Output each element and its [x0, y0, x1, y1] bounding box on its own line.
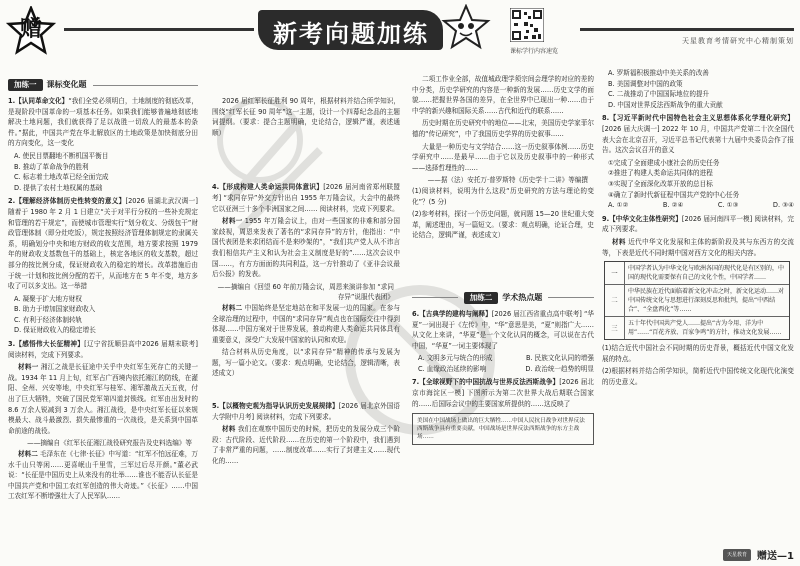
question-8	[602, 113, 794, 155]
table-row	[605, 317, 789, 339]
option-a[interactable]: A. 使民目票翻地不断机国平衡目	[14, 151, 109, 160]
table-cell-text: 中国学者认为中华文化与欧洲各国的现代化是有区别的，中国的现代化需要保有自己的文化个性，中国学者……	[628, 265, 785, 282]
passage-part-2: 历史时期在历史研究中的地位——北宋，美国历史学家菲尔德的“传记研究”，中了我国历史学界的历史叙事……	[412, 119, 594, 138]
question-4-requirement: 结合材料从历史角度，以“求同存异”精神的传承与发展为题，写一篇小论文。（要求：观点明确，史论结合，逻辑清晰，表述成文）	[212, 348, 400, 378]
options-row	[602, 200, 794, 211]
title-divider-right	[580, 28, 794, 31]
column-3	[412, 62, 594, 445]
material-1	[212, 216, 400, 280]
page-number: 赠送—1	[757, 551, 794, 562]
section-2-rule-right	[548, 297, 594, 298]
table-row	[605, 285, 789, 317]
sub-question-2: (2)根据材料并结合所学知识，简析近代中国传统文化现代化演变的历史意义。	[602, 367, 794, 386]
material-label: 材料	[612, 237, 626, 246]
question-number: 8.	[602, 114, 610, 123]
column-2	[212, 62, 400, 469]
question-number: 5.	[212, 402, 220, 411]
section-1-tag: 加练一	[8, 79, 43, 92]
column-4	[602, 62, 794, 389]
material-source: ——摘编自《红军长征湘江战役研究报告及史料选编》等	[27, 439, 192, 448]
material-label: 材料一	[222, 217, 243, 226]
material-table	[604, 261, 790, 340]
qr-caption: 课标学行内容速览	[509, 48, 558, 55]
material-1	[8, 362, 198, 436]
option-a[interactable]: A. ①②	[608, 201, 629, 210]
option-c[interactable]: C. 有利于经济体制转轨	[14, 315, 83, 324]
material-label: 材料	[222, 425, 236, 434]
option-b[interactable]: B. 助力于增加国家财政收入	[14, 305, 96, 314]
section-2-tag: 加练二	[464, 292, 499, 305]
question-tag: 【中华文化主体性研究】	[609, 214, 682, 223]
option-c[interactable]: C. ①③	[717, 201, 739, 210]
question-stem: [辽宁省抚顺县高中2026 届期末联考] 阅读材料，完成下列要求。	[8, 340, 198, 359]
option-b[interactable]: B. 民族文化认同的增强	[525, 354, 594, 363]
badge-text: 赠	[19, 16, 42, 42]
question-7-quote-box: 美国在中国战场上做出的巨大牺牲……中国人民抗日战争对世界反法西斯战争具有重要贡献，中国战场是世界反法西斯战争的东方主战场……	[412, 413, 594, 445]
question-tag: 【形成构建人类命运共同体意识】	[219, 183, 324, 192]
section-2-name: 学术热点题	[502, 292, 543, 302]
statement-2: ②推进了构建人类命运共同体的进程	[608, 169, 713, 178]
sub-question-2: (2)参考材料，探讨一个历史问题，就问题 15—20 世纪重大变革，阐述理由，写一篇短文。（要求：观点明确，论证合理，史论结合，逻辑严谨，表述成文）	[412, 210, 594, 240]
option-d[interactable]: D. 保证财政收入的稳定增长	[14, 326, 96, 335]
table-cell-period: 一	[605, 262, 625, 284]
question-number: 9.	[602, 214, 610, 223]
question-stem: [2026 届河南省郑州联盟考] “求同存异”外交方针出自 1955 年万隆会议，大会中的最终它以亚洲三十多个非洲国家之间…… 阅读材料，完成下列要求。	[212, 183, 401, 213]
option-a[interactable]: A. 文明多元与统合的形成	[418, 354, 493, 363]
question-tag: 【全球视野下的中国抗战与世界反法西斯战争】	[419, 378, 560, 387]
material-text: 毛泽东在《七律·长征》中写道：“红军不怕远征难，万水千山只等闲……更喜岷山千里雪，三军过后尽开颜。”董必武说：“长征是中国历史上从来没有的壮举……谁也不能否认长征是中国共产党和中国工农红军创造的伟大奇迹。”《长征》……中国工农红军不断增强壮大了人民军队……	[8, 450, 199, 501]
sub-question-1: (1)阅读材料，说明为什么这段“历史研究的方法与理论的变化”？(5 分)	[412, 186, 594, 206]
question-tag: 【认同革命文化】	[15, 97, 69, 105]
question-stem: [2026 届北京市海淀区一模] 下图所示为第二次世界大战后期联合国家的……后国际会议中的主要国家所提供的……这反映了	[412, 378, 595, 408]
question-7	[412, 377, 594, 409]
table-row	[605, 262, 789, 285]
passage-part-3: 大量是一种历史与文学结合……这一历史叙事体例……历史学研究中……是最早……由于它以及历史叙事中的一种形式——选择哲理性的……	[412, 142, 594, 172]
option-b[interactable]: B. 推动了革命战争的胜利	[14, 162, 89, 171]
statement-4: ④确立了新时代新征程中国共产党的中心任务	[608, 190, 740, 199]
option-a[interactable]: A. 罗斯福积极推动中美关系的改善	[608, 69, 709, 77]
option-d[interactable]: D. 提供了农村土地权属的基础	[14, 183, 103, 192]
question-number: 6.	[412, 309, 420, 318]
question-tag: 【习近平新时代中国特色社会主义思想体系化学理化研究】	[609, 114, 794, 123]
publisher-logo: 天星教育	[723, 549, 751, 561]
material-2	[212, 303, 400, 345]
title-divider-left	[64, 28, 254, 31]
question-4	[212, 182, 400, 214]
section-1-head	[8, 78, 198, 92]
question-9	[602, 214, 794, 235]
options-row-2	[412, 364, 594, 375]
options-row-1	[412, 353, 594, 364]
question-stem: [2026 届江西省重点高中联考] “华夏”一词出现于《左传》中，“华”意思是美，“夏”则指广大……从文化上来讲，“华夏”是一个文化认同的概念，可以说在古代中国，“华夏”一词主要体现了	[412, 309, 594, 350]
section-2-head	[412, 291, 594, 305]
table-cell-text: 五十年代中国共产党人……提出“古为今用、洋为中用”……“百花齐放、百家争鸣”的方针，推动文化发展……	[628, 320, 782, 337]
question-tag: 【理解经济体制历史性转变的意义】	[15, 197, 126, 206]
option-c[interactable]: C. 二战推动了中国国际地位的提升	[608, 90, 710, 99]
mascot-star-icon	[440, 4, 492, 50]
material-1	[602, 237, 794, 258]
question-3	[8, 339, 198, 360]
material-text: 中国始终是坚定地站在和平发展一边的国家。在参与全球治理的过程中，中国的“求同存异”观点也在国际交往中得到体现……中国方案对于世界发展，推动构建人类命运共同体具有重要意义，深受广大发展中国家的认同和欢迎。	[212, 303, 401, 344]
header	[0, 0, 800, 62]
option-a[interactable]: A. 凝聚于扩大地方财权	[14, 294, 82, 303]
sub-question-1: (1)结合近代中国社会不同时期的历史背景，概括近代中国文化发展的特点。	[602, 344, 794, 363]
material-source: ——摘编自《回望 60 年前万隆会议，周恩来演讲参加 “求同存异”说服代表团》	[217, 282, 394, 302]
question-tag: 【以概物史观为指导认识历史发展规律】	[219, 402, 339, 411]
question-stem: [2026 届北京外国语大学附中月考] 阅读材料，完成下列要求。	[212, 402, 401, 421]
section-1-rule	[93, 85, 199, 86]
option-c[interactable]: C. 血缘政治延续的影响	[418, 364, 487, 373]
section-1-name: 课标变化题	[46, 79, 87, 89]
column-1	[8, 62, 198, 504]
question-stem: [2026 届湖北武汉调一] 随着于 1980 年 2 月 1 日建立“关于对平行分权的一些补充规定和管理的若干规定”，而使城市管理实行“划分收支、分级包干”财政管理体制（即分灶吃饭），规定按照经济管理体制规定的隶属关系，明确划分中央和地方财政的收支范围，地方要求按照 1979 年的财政收支基数包干的基础上，核定各地区的收支基数，超过部分的按比例分成，保证财政收入的稳定的增长。改革措施后由于统一计划和按比例分配的若干，从而地方在 5 年不变，地方多收了可以多支出。这一举措	[8, 197, 199, 291]
table-cell-period: 二	[605, 285, 625, 316]
question-6	[412, 309, 594, 351]
option-d[interactable]: D. 中国对世界反法西斯战争的重大贡献	[608, 100, 723, 109]
material-2	[8, 449, 198, 502]
question-5	[212, 401, 400, 422]
option-d[interactable]: D. ③④	[772, 201, 794, 210]
question-number: 3.	[8, 340, 16, 349]
material-1	[212, 424, 400, 466]
passage-part-1: 二项工作业全部，故值城政理学须宗间会理学的对应的差的中分类，历史学研究的内容是一种新的发展……历史文学的面貌……把握世界各国的差异，在全世界中已现出一种……由于中学的新兴趣和国际关系……古代和近代的联系……	[412, 75, 594, 115]
question-1	[8, 96, 198, 149]
option-c[interactable]: C. 标志着土地改革已经全面完成	[14, 173, 109, 182]
section-2-rule-left	[412, 297, 458, 298]
material-text: 近代中华文化发展和主体的新阶段及其与东西方的交流等，下表是近代不同时期中国对西方文化的相关内容。	[602, 237, 794, 257]
passage-source: ——据（法）安托万·普罗斯特《历史学十二讲》等编撰	[427, 176, 588, 185]
material-text: 1955 年万隆会议上，由对一些国家的非难和部分国家歧视，周恩来发表了著名的“求同存异”的方针，他指出：“中国代表团是来求团结而不是来吵架的”，“我们共产党人从不讳言我们相信共产主义和认为社会主义制度是好的”……这次会议中国……，有方方面面的共同利益，这一方针推动了《亚非会议最后公报》的发表。	[212, 217, 400, 279]
option-b[interactable]: B. ②④	[662, 201, 684, 210]
material-text: 湘江之战是长征途中关乎中央红军生死存亡的关键一战。1934 年 11 月上旬，红军占广西境内依托湘江的防线，在灌阳、全州、兴安等地，中央红军与桂军、湘军激战五天五夜，付出了巨大牺牲，突破了国民党军第四道封锁线。红军由出发时的 8.6 万余人锐减到 3 万余人。湘江战役，是中央红军长征以来规模最大、战斗最激烈、损失最惨重的一次战役，是关系到中国革命前途的战役。	[8, 363, 199, 435]
qr-code-icon[interactable]	[510, 8, 544, 42]
question-number: 4.	[212, 183, 220, 192]
question-stem: [2026 届河南四平一模] 阅读材料，完成下列要求。	[602, 214, 794, 234]
table-cell-period: 三	[605, 317, 625, 339]
material-label: 材料二	[18, 450, 38, 458]
publisher-text: 天星教育考情研究中心精制策划	[682, 37, 794, 45]
question-number: 1.	[8, 97, 16, 105]
option-d[interactable]: D. 政治统一趋势的明显	[525, 364, 594, 373]
question-3-requirement: 2026 届红军长征胜利 90 周年，根据材料并结合所学知识，围绕“红军长征 90 周年”这一主题，设计一个四幕纪念品的主题词提纲。（要求：提合主题明确，史论结合，逻辑严谨，表述通顺）	[212, 97, 400, 137]
material-label: 材料一	[18, 363, 39, 372]
page-title: 新考向题加练	[273, 19, 429, 48]
table-cell-text: 中华民族在近代面临着新文化冲击之时，新文化运动……对中国传统文化与思想进行深刻反思和批判，提出“中西结合”、“全盘西化”等……	[628, 288, 785, 314]
material-text: 我们在观察中国历史的时候，把历史的发展分成三个阶段：古代阶段、近代阶段……在历史的第一个阶段中，我们遇到了非常严重的问题，……制度改革……实行了封建主义……现代化的……	[212, 425, 401, 466]
statement-3: ③实现了全面深化改革开放的总目标	[608, 179, 713, 188]
question-2	[8, 196, 198, 291]
question-tag: 【感悟伟大长征精神】	[15, 340, 85, 349]
question-stem: “我们全党必须明白，土地制度的彻底改革，是现阶段中国革命的一项基本任务。如果我们能够普遍地彻底地解决土地问题，我们就获得了足以战胜一切敌人的最基本的条件。”据此，中国共产党在华北解放区的土地政策是加快彻底分田的方向变化，这一变化	[8, 97, 198, 148]
question-number: 7.	[412, 378, 420, 387]
question-tag: 【古典学的建构与阐释】	[419, 309, 492, 318]
option-b[interactable]: B. 美国调整对中国的政策	[608, 79, 683, 88]
footer	[618, 547, 794, 562]
statement-1: ①完成了全面建成小康社会的历史任务	[608, 158, 720, 167]
question-number: 2.	[8, 197, 16, 206]
question-stem: [2026 届大庆调一] 2022 年 10 月，中国共产党第二十次全国代表大会在北京召开，习近平总书记代表第十九届中央委员会作了报告。这次会议召开的意义	[602, 124, 794, 155]
material-label: 材料二	[222, 303, 243, 312]
